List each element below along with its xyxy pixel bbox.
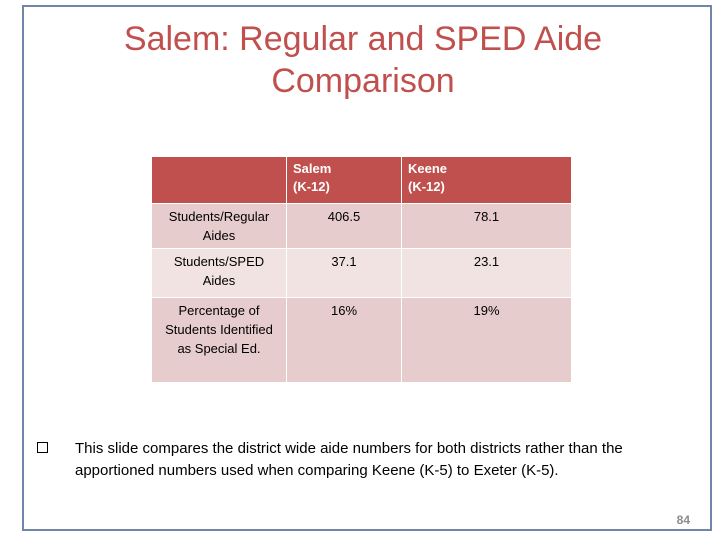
slide-title-line-2: Comparison <box>271 62 455 100</box>
table-header-blank <box>152 157 287 204</box>
slide-title-line-1: Salem: Regular and SPED Aide <box>123 20 603 58</box>
table-header-keene <box>402 157 572 204</box>
row-label: Students/Regular Aides <box>152 204 287 249</box>
keene-value: 23.1 <box>402 249 572 298</box>
table-row <box>152 204 572 249</box>
page-number: 84 <box>676 513 690 527</box>
slide-title <box>80 18 646 102</box>
note-text: This slide compares the district wide aide numbers for both districts rather than the apportioned numbers used when comparing Keene (K-5) to Exeter (K-5). <box>75 440 623 479</box>
keene-value: 19% <box>402 298 572 383</box>
header-keene-name: Keene <box>408 161 448 176</box>
header-salem-name: Salem <box>293 161 332 176</box>
note-bullet <box>37 438 677 482</box>
row-label: Students/SPED Aides <box>152 249 287 298</box>
salem-value: 16% <box>287 298 402 383</box>
salem-value: 37.1 <box>287 249 402 298</box>
salem-value: 406.5 <box>287 204 402 249</box>
table-header-row <box>152 157 572 204</box>
comparison-table <box>151 156 572 383</box>
keene-value: 78.1 <box>402 204 572 249</box>
header-keene-grades: (K-12) <box>408 179 445 194</box>
table-row <box>152 249 572 298</box>
checkbox-square-bullet-icon <box>37 442 48 453</box>
row-label: Percentage of Students Identified as Special Ed. <box>152 298 287 383</box>
table-row <box>152 298 572 383</box>
header-salem-grades: (K-12) <box>293 179 330 194</box>
table-header-salem <box>287 157 402 204</box>
